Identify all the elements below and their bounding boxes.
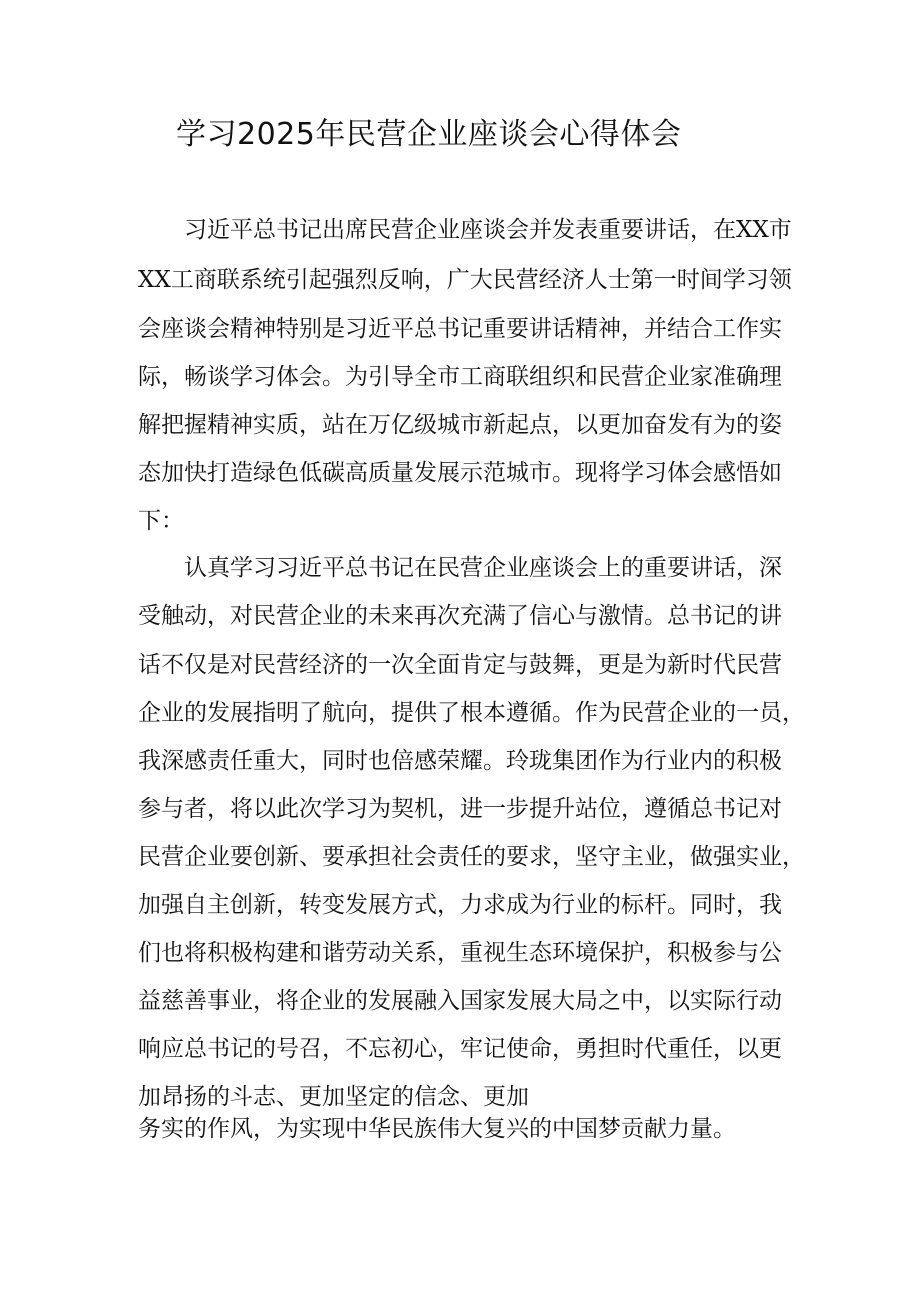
paragraph-2-line: 加昂扬的斗志、更加坚定的信念、更加 <box>138 1084 529 1110</box>
paragraph-1-line: 际，畅谈学习体会。为引导全市工商联组织和民营企业家准确理 <box>138 364 782 390</box>
paragraph-2-line: 民营企业要创新、要承担社会责任的要求，坚守主业，做强实业， <box>138 844 805 870</box>
paragraph-2-line: 们也将积极构建和谐劳动关系，重视生态环境保护，积极参与公 <box>138 940 782 966</box>
paragraph-1-line: XX工商联系统引起强烈反响，广大民营经济人士第一时间学习领 <box>138 267 792 293</box>
paragraph-2-line: 企业的发展指明了航向，提供了根本遵循。作为民营企业的一员， <box>138 700 805 726</box>
paragraph-1-line: 习近平总书记出席民营企业座谈会并发表重要讲话，在XX市 <box>184 217 792 243</box>
paragraph-2-line: 认真学习习近平总书记在民营企业座谈会上的重要讲话，深 <box>184 555 782 581</box>
paragraph-2-line: 受触动，对民营企业的未来再次充满了信心与激情。总书记的讲 <box>138 603 782 629</box>
paragraph-2-line: 参与者，将以此次学习为契机，进一步提升站位，遵循总书记对 <box>138 796 782 822</box>
paragraph-1-line: 解把握精神实质，站在万亿级城市新起点，以更加奋发有为的姿 <box>138 412 782 438</box>
paragraph-1-line: 下： <box>138 508 184 534</box>
paragraph-2-line: 加强自主创新，转变发展方式，力求成为行业的标杆。同时，我 <box>138 892 782 918</box>
paragraph-1-line: 态加快打造绿色低碳高质量发展示范城市。现将学习体会感悟如 <box>138 460 782 486</box>
paragraph-2-line: 话不仅是对民营经济的一次全面肯定与鼓舞，更是为新时代民营 <box>138 652 782 678</box>
paragraph-1-line: 会座谈会精神特别是习近平总书记重要讲话精神，并结合工作实 <box>138 316 782 342</box>
paragraph-2-line: 务实的作风，为实现中华民族伟大复兴的中国梦贡献力量。 <box>138 1116 736 1142</box>
paragraph-2-line: 我深感责任重大，同时也倍感荣耀。玲珑集团作为行业内的积极 <box>138 748 782 774</box>
paragraph-2-line: 益慈善事业，将企业的发展融入国家发展大局之中，以实际行动 <box>138 988 782 1014</box>
paragraph-2-line: 响应总书记的号召，不忘初心，牢记使命，勇担时代重任，以更 <box>138 1036 782 1062</box>
document-title: 学习2025年民营企业座谈会心得体会 <box>176 117 682 152</box>
